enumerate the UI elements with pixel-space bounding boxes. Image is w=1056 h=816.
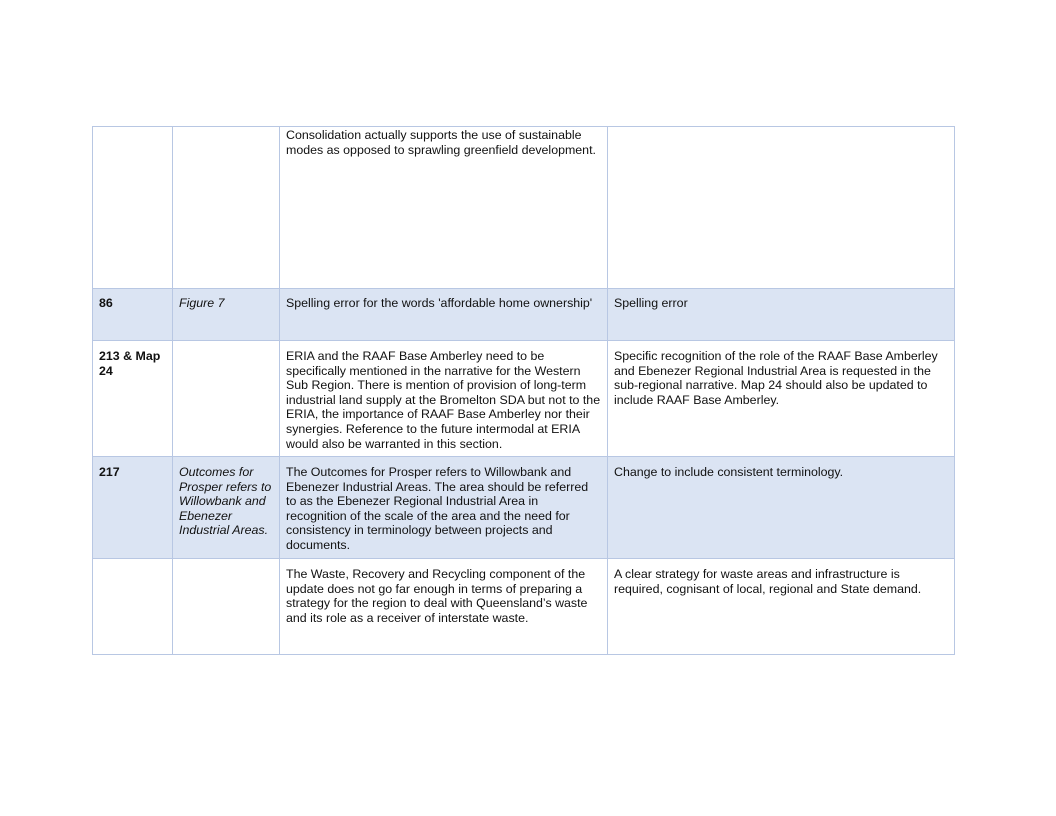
- section-reference-cell: [173, 127, 280, 289]
- recommendation-cell: Spelling error: [608, 289, 955, 341]
- section-reference-cell: [173, 559, 280, 655]
- comment-cell: The Outcomes for Prosper refers to Willowbank and Ebenezer Industrial Areas. The area should be referred to as the Ebenezer Regional Industrial Area in recognition of the scale of the area and the need for consistency in terminology between projects and documents.: [280, 457, 608, 559]
- section-reference-cell: [173, 341, 280, 457]
- comment-cell: Spelling error for the words 'affordable home ownership': [280, 289, 608, 341]
- section-reference-cell: Outcomes for Prosper refers to Willowbank and Ebenezer Industrial Areas.: [173, 457, 280, 559]
- table-row: [93, 289, 955, 341]
- page-reference-cell: [93, 559, 173, 655]
- comment-cell: Consolidation actually supports the use of sustainable modes as opposed to sprawling greenfield development.: [280, 127, 608, 289]
- table-row: [93, 341, 955, 457]
- comment-cell: ERIA and the RAAF Base Amberley need to be specifically mentioned in the narrative for the Western Sub Region. There is mention of provision of long-term industrial land supply at the Bromelton SDA but not to the ERIA, the importance of RAAF Base Amberley nor their synergies. Reference to the future intermodal at ERIA would also be warranted in this section.: [280, 341, 608, 457]
- recommendation-cell: A clear strategy for waste areas and infrastructure is required, cognisant of local, regional and State demand.: [608, 559, 955, 655]
- page-reference-cell: 86: [93, 289, 173, 341]
- page-reference-cell: 213 & Map 24: [93, 341, 173, 457]
- section-reference-cell: Figure 7: [173, 289, 280, 341]
- table-row: [93, 127, 955, 289]
- recommendation-cell: Specific recognition of the role of the RAAF Base Amberley and Ebenezer Regional Industrial Area is requested in the sub-regional narrative. Map 24 should also be updated to include RAAF Base Amberley.: [608, 341, 955, 457]
- page-reference-cell: [93, 127, 173, 289]
- recommendation-cell: Change to include consistent terminology.: [608, 457, 955, 559]
- table-row: [93, 457, 955, 559]
- comment-cell: The Waste, Recovery and Recycling component of the update does not go far enough in terms of preparing a strategy for the region to deal with Queensland’s waste and its role as a receiver of interstate waste.: [280, 559, 608, 655]
- recommendation-cell: [608, 127, 955, 289]
- table-row: [93, 559, 955, 655]
- page-reference-cell: 217: [93, 457, 173, 559]
- submission-table: [92, 126, 955, 655]
